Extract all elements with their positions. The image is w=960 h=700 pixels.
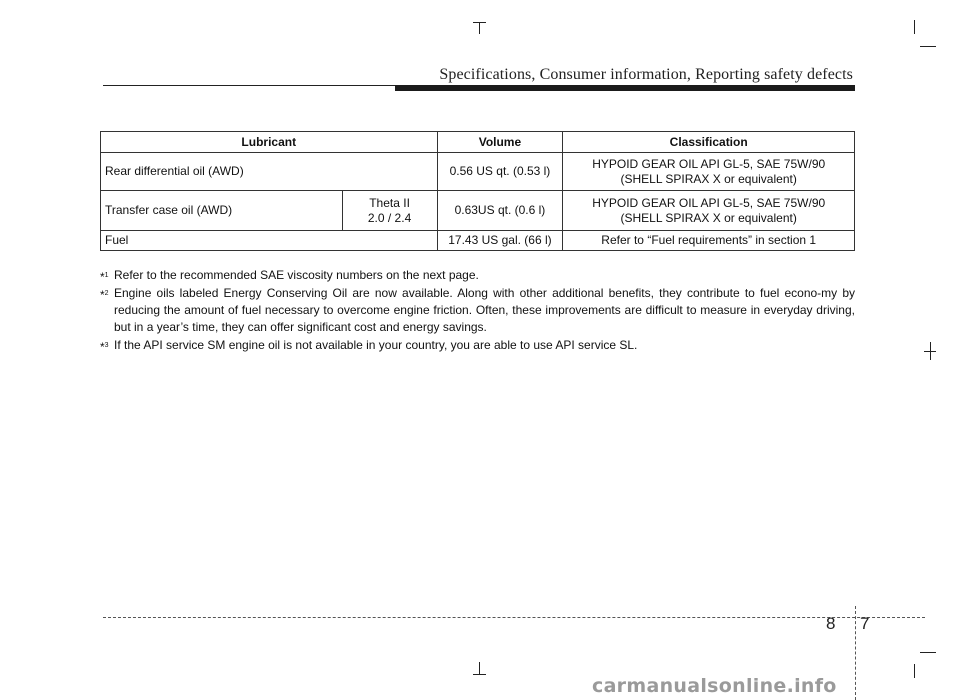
classification-cell: Refer to “Fuel requirements” in section 1 xyxy=(563,231,855,251)
engine-cell xyxy=(342,191,437,231)
crop-mark-bottom-right-v xyxy=(914,664,915,678)
watermark-text: carmanualsonline.info xyxy=(592,675,837,697)
volume-cell: 17.43 US gal. (66 l) xyxy=(437,231,563,251)
table-row xyxy=(101,153,855,191)
table-header-row xyxy=(101,132,855,153)
footnote-marker: *$^3$ xyxy=(100,340,109,354)
footnote-text: If the API service SM engine oil is not available in your country, you are able to use API service SL. xyxy=(114,338,638,352)
header-rule-thin xyxy=(103,85,395,86)
footer-dashed-rule xyxy=(103,617,925,618)
footnote-text: Engine oils labeled Energy Conserving Oil are now available. Along with other additional benefits, they contribute to fuel econo-my by reducing the amount of fuel necessary to overcome engine friction. Often, these improvements are difficult to measure in everyday driving, but in a year’s time, they can offer significant cost and energy savings. xyxy=(114,286,855,334)
crop-mark-top-center-v xyxy=(479,22,480,34)
footnote xyxy=(100,267,855,284)
volume-cell: 0.63US qt. (0.6 l) xyxy=(437,191,563,231)
lubricant-cell: Fuel xyxy=(101,231,438,251)
crop-mark-right-middle-h xyxy=(924,351,936,352)
lubricant-cell: Transfer case oil (AWD) xyxy=(101,191,343,231)
crop-mark-bottom-center-v xyxy=(479,662,480,674)
footnote xyxy=(100,337,855,354)
footnotes xyxy=(100,267,855,355)
engine-line: Theta II xyxy=(369,195,410,210)
crop-mark-bottom-right-h xyxy=(920,652,936,653)
column-header-lubricant: Lubricant xyxy=(101,132,438,153)
lubricant-spec-table xyxy=(100,131,855,251)
crop-mark-top-center-h xyxy=(473,22,486,23)
engine-line: 2.0 / 2.4 xyxy=(367,210,412,225)
classification-cell xyxy=(563,153,855,191)
footnote xyxy=(100,285,855,336)
volume-cell: 0.56 US qt. (0.53 l) xyxy=(437,153,563,191)
footnote-marker: *$^2$ xyxy=(100,288,109,302)
footer-dashed-divider xyxy=(855,606,856,700)
column-header-volume: Volume xyxy=(437,132,563,153)
section-header-title: Specifications, Consumer information, Reporting safety defects xyxy=(439,66,853,83)
column-header-classification: Classification xyxy=(563,132,855,153)
lubricant-cell: Rear differential oil (AWD) xyxy=(101,153,438,191)
chapter-number: 8 xyxy=(826,614,836,633)
page-number-value: 7 xyxy=(860,614,870,633)
crop-mark-bottom-center-h xyxy=(473,674,486,675)
footnote-marker: *$^1$ xyxy=(100,270,109,284)
crop-mark-top-right-v xyxy=(914,20,915,34)
footnote-text: Refer to the recommended SAE viscosity numbers on the next page. xyxy=(114,268,479,282)
classification-line: (SHELL SPIRAX X or equivalent) xyxy=(620,210,797,225)
classification-line: (SHELL SPIRAX X or equivalent) xyxy=(620,171,797,186)
header-rule-thick xyxy=(395,85,855,91)
classification-line: HYPOID GEAR OIL API GL-5, SAE 75W/90 xyxy=(592,195,826,210)
classification-line: HYPOID GEAR OIL API GL-5, SAE 75W/90 xyxy=(592,156,826,171)
table-row xyxy=(101,191,855,231)
classification-cell xyxy=(563,191,855,231)
crop-mark-top-right-h xyxy=(920,46,936,47)
table-row xyxy=(101,231,855,251)
